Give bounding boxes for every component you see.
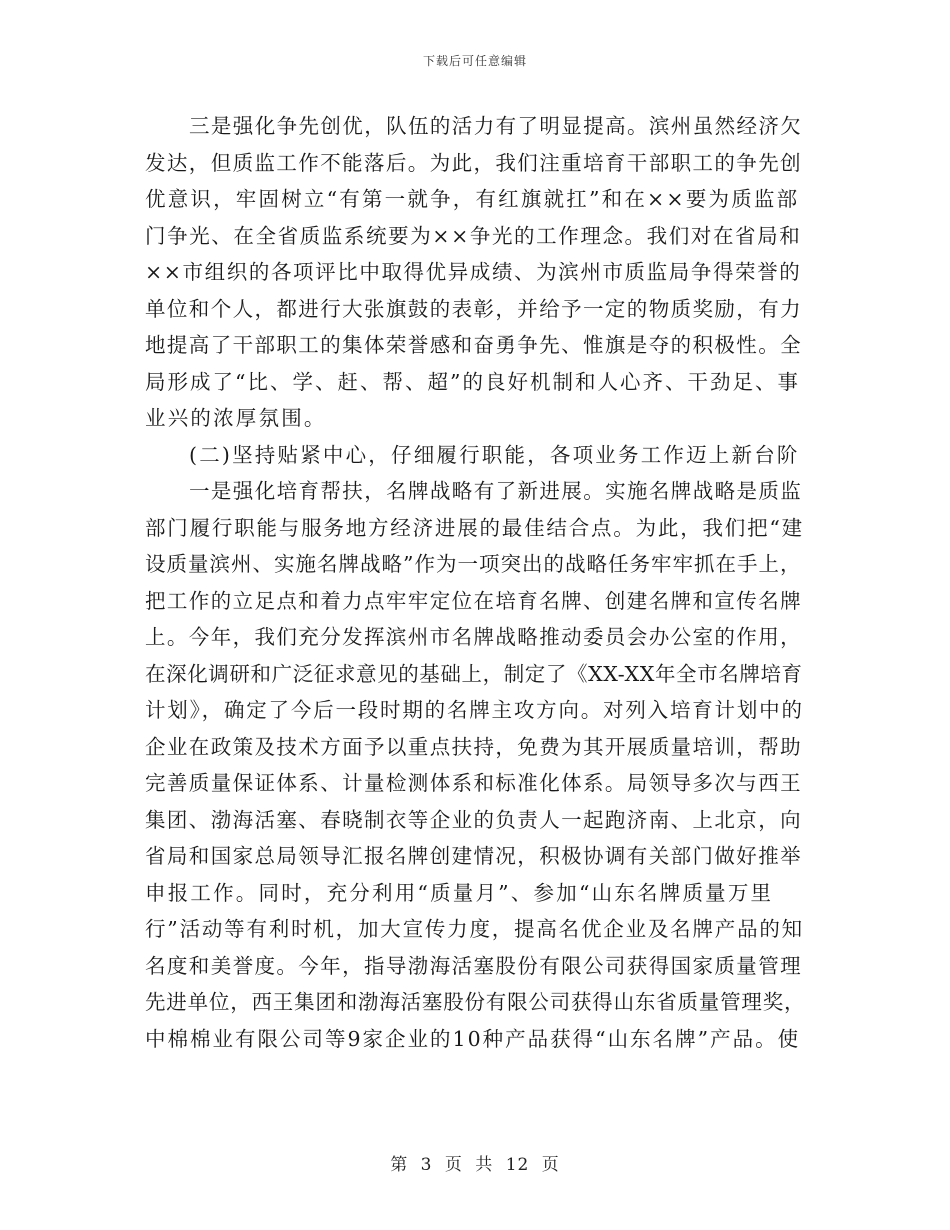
text-line: ××市组织的各项评比中取得优异成绩、为滨州市质监局争得荣誉的	[145, 260, 802, 284]
text-line: 把工作的立足点和着力点牢牢定位在培育名牌、创建名牌和宣传名牌	[145, 588, 802, 613]
text-line: 名度和美誉度。今年，指导渤海活塞股份有限公司获得国家质量管理	[145, 953, 802, 978]
text-line: 部门履行职能与服务地方经济进展的最佳结合点。为此，我们把“建	[145, 515, 804, 540]
text-line: 三是强化争先创优，队伍的活力有了明显提高。滨州虽然经济欠	[189, 114, 803, 138]
page-header: 下载后可任意编辑	[422, 54, 527, 68]
text-line: (二)坚持贴紧中心，仔细履行职能，各项业务工作迈上新台阶	[189, 442, 800, 467]
text-line: 单位和个人，都进行大张旗鼓的表彰，并给予一定的物质奖励，有力	[145, 296, 802, 321]
text-line: 集团、渤海活塞、春晓制衣等企业的负责人一起跑济南、上北京，向	[145, 807, 802, 832]
text-line: 省局和国家总局领导汇报名牌创建情况，积极协调有关部门做好推举	[145, 844, 802, 868]
text-line: 上。今年，我们充分发挥滨州市名牌战略推动委员会办公室的作用，	[145, 625, 802, 649]
text-line: 门争光、在全省质监系统要为××争光的工作理念。我们对在省局和	[145, 223, 802, 248]
text-line: 优意识，牢固树立“有第一就争，有红旗就扛”和在××要为质监部	[145, 187, 800, 211]
text-line: 局形成了“比、学、赶、帮、超”的良好机制和人心齐、干劲足、事	[145, 369, 800, 394]
text-line: 行”活动等有利时机，加大宣传力度，提高名优企业及名牌产品的知	[145, 917, 804, 941]
text-line: 中棉棉业有限公司等9家企业的10种产品获得“山东名牌”产品。使	[145, 1026, 801, 1051]
text-line: 一是强化培育帮扶，名牌战略有了新进展。实施名牌战略是质监	[189, 479, 803, 503]
text-line: 企业在政策及技术方面予以重点扶持，免费为其开展质量培训，帮助	[145, 734, 802, 759]
text-line: 业兴的浓厚氛围。	[145, 406, 327, 430]
text-line: 在深化调研和广泛征求意见的基础上，制定了《XX-XX年全市名牌培育	[145, 661, 803, 686]
text-line: 计划》，确定了今后一段时期的名牌主攻方向。对列入培育计划中的	[145, 698, 804, 722]
text-line: 完善质量保证体系、计量检测体系和标准化体系。局领导多次与西王	[145, 771, 802, 795]
text-line: 发达，但质监工作不能落后。为此，我们注重培育干部职工的争先创	[145, 150, 802, 175]
text-line: 设质量滨州、实施名牌战略”作为一项突出的战略任务牢牢抓在手上，	[145, 552, 802, 576]
text-line: 地提高了干部职工的集体荣誉感和奋勇争先、惟旗是夺的积极性。全	[145, 333, 802, 357]
text-line: 先进单位，西王集团和渤海活塞股份有限公司获得山东省质量管理奖，	[145, 990, 806, 1014]
page-footer: 第 3 页 共 12 页	[390, 1155, 560, 1175]
document-body	[145, 108, 805, 1057]
text-line: 申报工作。同时，充分利用“质量月”、参加“山东名牌质量万里	[145, 880, 774, 905]
